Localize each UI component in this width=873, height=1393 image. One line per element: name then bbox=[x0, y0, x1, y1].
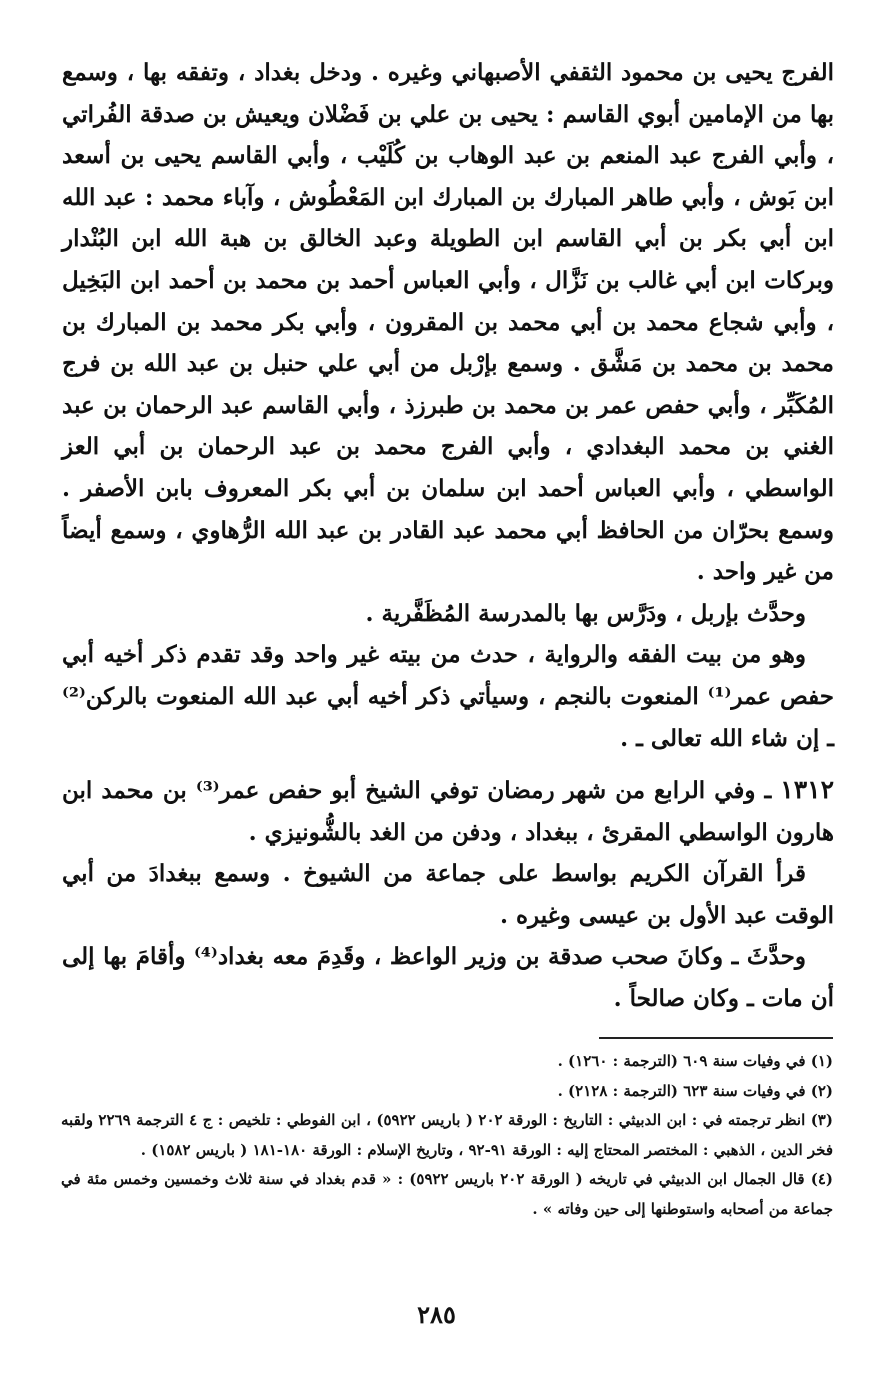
entry-number: ١٣١٢ bbox=[780, 775, 834, 805]
footnote-1: (١) في وفيات سنة ٦٠٩ (الترجمة : ١٢٦٠) . bbox=[557, 1052, 833, 1070]
paragraph-death: وحدَّثَ ـ وكانَ صحب صدقة بن وزير الواعظ ، وقَدِمَ معه بغداد⁽⁴⁾ وأقامَ بها إلى أن مات ـ وكان صالحاً . bbox=[62, 943, 834, 1013]
paragraph-family: وهو من بيت الفقه والرواية ، حدث من بيته غير واحد وقد تقدم ذكر أخيه أبي حفص عمر⁽¹⁾ المنعوت بالنجم ، وسيأتي ذكر أخيه أبي عبد الله المنعوت بالركن⁽²⁾ ـ إن شاء الله تعالى ـ . bbox=[62, 641, 834, 752]
biography-entry bbox=[62, 769, 834, 853]
footnote-divider bbox=[599, 1037, 833, 1039]
paragraph-study: قرأ القرآن الكريم بواسط على جماعة من الشيوخ . وسمع ببغدادَ من أبي الوقت عبد الأول بن عيسى وغيره . bbox=[62, 860, 834, 929]
footnote-2: (٢) في وفيات سنة ٦٢٣ (الترجمة : ٢١٢٨) . bbox=[557, 1081, 833, 1100]
footnotes bbox=[61, 1047, 833, 1224]
page-content bbox=[62, 52, 834, 1020]
footnote-4: (٤) قال الجمال ابن الدبيثي في تاريخه ( الورقة ٢٠٢ باريس ٥٩٢٢) : « قدم بغداد في سنة ثلاث وخمسين وخمس مئة في جماعة من أصحابه واستوطنها إلى حين وفاته » . bbox=[61, 1170, 834, 1218]
footnote-3: (٣) انظر ترجمته في : ابن الدبيثي : التاريخ : الورقة ٢٠٢ ( باريس ٥٩٢٢) ، ابن الفوطي : تلخيص : ج ٤ الترجمة ٢٢٦٩ ولقبه فخر الدين ، الذهبي : المختصر المحتاج إليه : الورقة ٩١-٩٢ ، وتاريخ الإسلام : الورقة ١٨٠-١٨١ ( باريس ١٥٨٢) . bbox=[61, 1111, 833, 1159]
page-number: ٢٨٥ bbox=[417, 1300, 456, 1329]
entry-text: ـ وفي الرابع من شهر رمضان توفي الشيخ أبو حفص عمر⁽³⁾ بن محمد ابن هارون الواسطي المقرئ ، ببغداد ، ودفن من الغد بالشُّونيزي . bbox=[62, 777, 834, 846]
paragraph-teaching: وحدَّث بإربل ، ودَرَّس بها بالمدرسة المُظَفَّرية . bbox=[365, 599, 806, 627]
paragraph-teachers: الفرج يحيى بن محمود الثقفي الأصبهاني وغيره . ودخل بغداد ، وتفقه بها ، وسمع بها من الإمامين أبوي القاسم : يحيى بن علي بن فَضْلان ويعيش بن صدقة الفُراتي ، وأبي الفرج عبد المنعم بن عبد الوهاب بن كُلَيْب ، وأبي القاسم يحيى بن أسعد ابن بَوش ، وأبي طاهر المبارك بن المبارك ابن المَعْطُوش ، وآباء محمد : عبد الله ابن أبي بكر بن أبي القاسم ابن الطويلة وعبد الخالق بن هبة الله ابن البُنْدار وبركات ابن أبي غالب بن نَزَّال ، وأبي العباس أحمد بن محمد بن أحمد ابن البَخِيل ، وأبي شجاع محمد بن أبي محمد بن المقرون ، وأبي بكر محمد بن المبارك بن محمد بن محمد بن مَشَّق . وسمع بإرْبل من أبي علي حنبل بن عبد الله بن فرج المُكَبِّر ، وأبي حفص عمر بن محمد بن طبرزذ ، وأبي القاسم عبد الرحمان بن عبد الغني بن محمد البغدادي ، وأبي الفرج محمد بن عبد الرحمان بن أبي العز الواسطي ، وأبي العباس أحمد ابن سلمان بن أبي بكر المعروف بابن الأصفر . وسمع بحرّان من الحافظ أبي محمد عبد القادر بن عبد الله الرُّهاوي ، وسمع أيضاً من غير واحد . bbox=[62, 59, 834, 586]
main-text bbox=[62, 52, 834, 1020]
